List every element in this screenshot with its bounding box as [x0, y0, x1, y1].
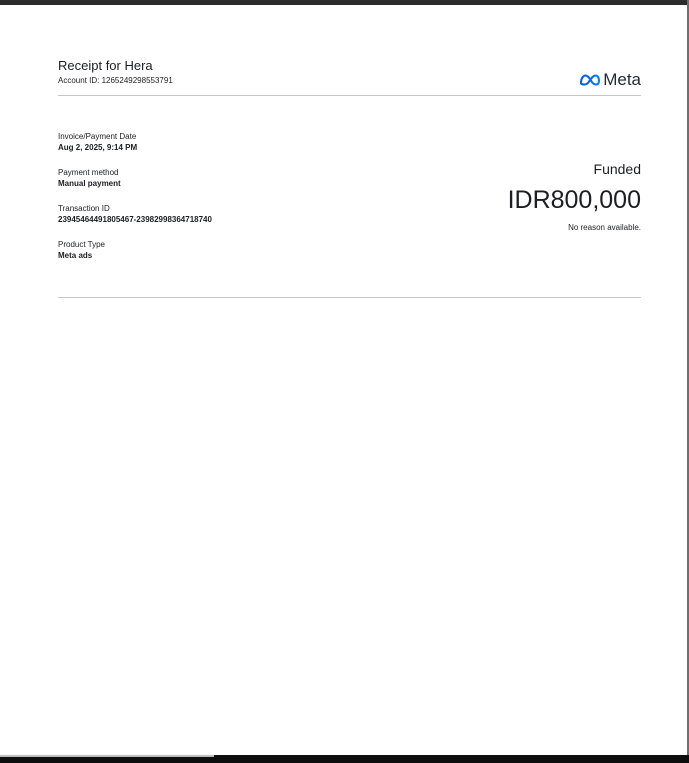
field-value: Manual payment: [58, 179, 121, 188]
field-value: Aug 2, 2025, 9:14 PM: [58, 143, 138, 152]
payment-status: Funded: [593, 161, 641, 177]
field-label: Payment method: [58, 168, 119, 177]
meta-logo: [579, 70, 641, 90]
field-value: 23945464491805467-23982998364718740: [58, 215, 212, 224]
receipt-title: Receipt for Hera: [58, 58, 153, 73]
field-label: Product Type: [58, 240, 105, 249]
field-payment-date: [58, 132, 358, 168]
receipt-divider: [58, 297, 641, 298]
field-payment-method: [58, 168, 358, 204]
field-transaction-id: [58, 204, 358, 240]
horizontal-scrollbar[interactable]: [0, 755, 214, 757]
status-reason: No reason available.: [568, 223, 641, 232]
field-label: Transaction ID: [58, 204, 110, 213]
payment-amount: IDR800,000: [507, 186, 641, 214]
meta-infinity-icon: [579, 74, 601, 86]
receipt-header: [58, 58, 641, 96]
field-value: Meta ads: [58, 251, 93, 260]
viewer-top-bar: [0, 0, 689, 5]
meta-logo-text: Meta: [603, 70, 641, 89]
receipt: [58, 58, 641, 260]
field-label: Invoice/Payment Date: [58, 132, 137, 141]
field-product-type: [58, 240, 358, 276]
account-id: Account ID: 1265249298553791: [58, 76, 173, 85]
receipt-details: [58, 132, 358, 276]
viewer-bottom-bar: [0, 755, 689, 763]
